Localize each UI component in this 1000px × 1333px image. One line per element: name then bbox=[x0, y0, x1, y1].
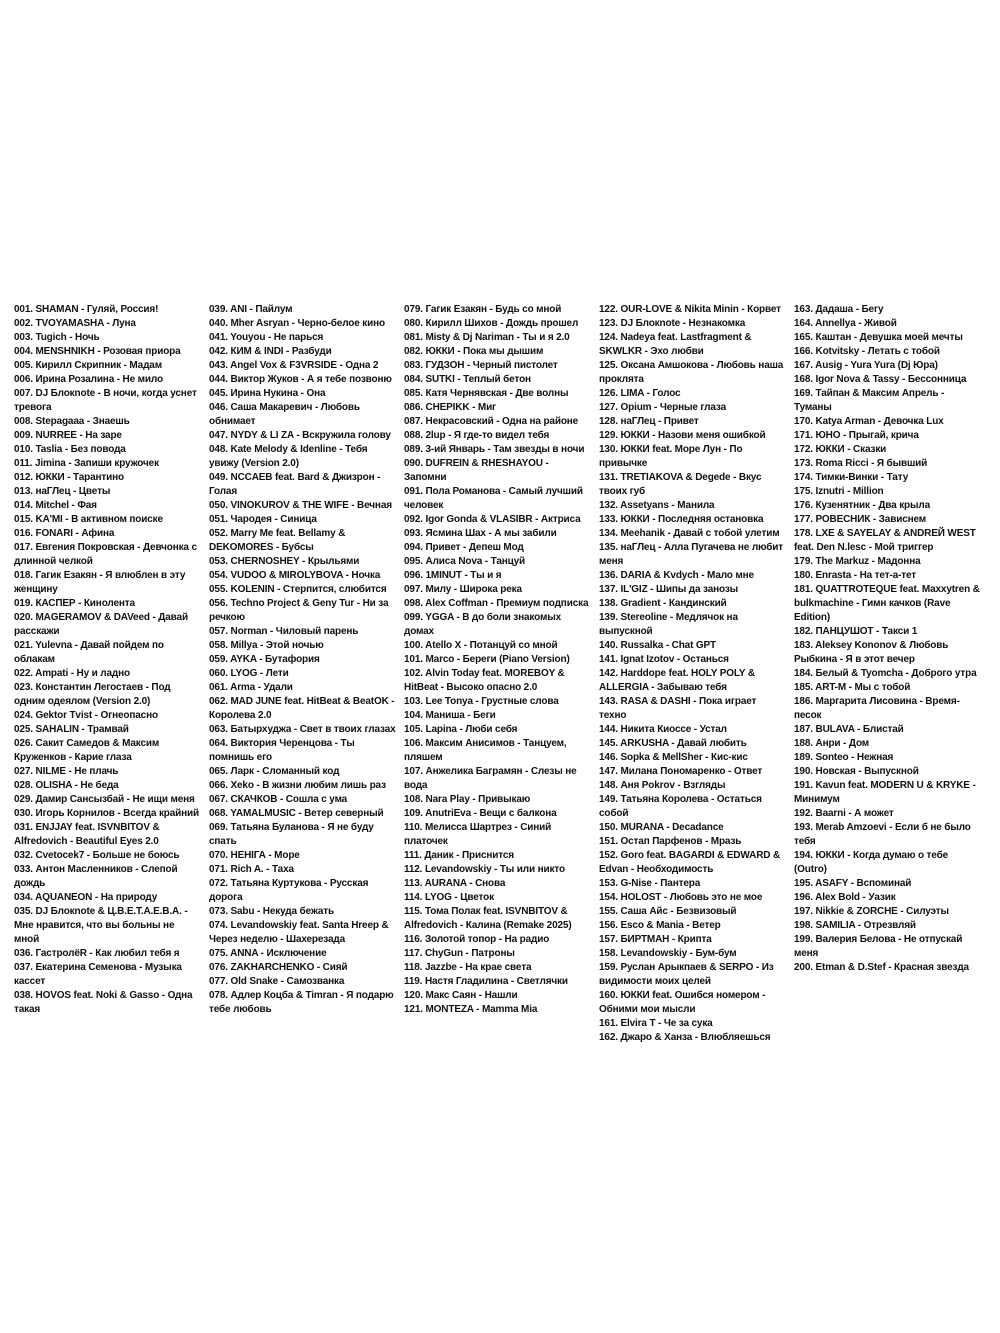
track-entry: 191. Kavun feat. MODERN U & KRYKE - Минимум bbox=[794, 780, 976, 805]
track-entry: 036. ГастролёR - Как любил тебя я bbox=[14, 948, 180, 959]
track-entry: 076. ZAKHARCHENKO - Сияй bbox=[209, 962, 348, 973]
track-entry: 114. LYOG - Цветок bbox=[404, 892, 494, 903]
track-entry: 110. Мелисса Шартрез - Синий платочек bbox=[404, 822, 552, 847]
track-entry: 154. HOLOST - Любовь это не мое bbox=[599, 892, 763, 903]
track-entry: 149. Татьяна Королева - Остаться собой bbox=[599, 794, 762, 819]
track-entry: 109. AnutriEva - Вещи с балкона bbox=[404, 808, 557, 819]
track-entry: 055. KOLENIN - Стерпится, слюбится bbox=[209, 584, 387, 595]
track-entry: 148. Аня Pokrov - Взгляды bbox=[599, 780, 726, 791]
track-entry: 096. 1MINUT - Ты и я bbox=[404, 570, 502, 581]
track-entry: 190. Новская - Выпускной bbox=[794, 766, 919, 777]
track-entry: 178. LXE & SAYELAY & ANDREЙ WEST feat. Den N.lesc - Мой триггер bbox=[794, 528, 976, 553]
track-entry: 095. Алиса Nova - Танцуй bbox=[404, 556, 526, 567]
track-entry: 165. Каштан - Девушка моей мечты bbox=[794, 332, 963, 343]
track-entry: 056. Techno Project & Geny Tur - Ни за речкою bbox=[209, 598, 389, 623]
track-entry: 144. Никита Киоссе - Устал bbox=[599, 724, 727, 735]
track-entry: 117. ChyGun - Патроны bbox=[404, 948, 515, 959]
tracklist-column-1 bbox=[14, 303, 209, 1043]
track-entry: 049. NCCAEB feat. Bard & Джизрон - Голая bbox=[209, 472, 381, 497]
track-entry: 013. наГЛец - Цветы bbox=[14, 486, 111, 497]
track-entry: 146. Sopka & MellSher - Кис-кис bbox=[599, 752, 748, 763]
track-entry: 183. Aleksey Kononov & Любовь Рыбкина - Я в этот вечер bbox=[794, 640, 949, 665]
track-entry: 159. Руслан Арыкпаев & SERPO - Из видимости моих целей bbox=[599, 962, 774, 987]
track-entry: 108. Nara Play - Привыкаю bbox=[404, 794, 531, 805]
track-entry: 120. Макс Саян - Нашли bbox=[404, 990, 518, 1001]
track-entry: 153. G-Nise - Пантера bbox=[599, 878, 701, 889]
track-entry: 113. AURANA - Снова bbox=[404, 878, 506, 889]
track-entry: 170. Katya Arman - Девочка Lux bbox=[794, 416, 944, 427]
tracklist-sheet bbox=[14, 303, 990, 1043]
track-entry: 007. DJ Блокnote - В ночи, когда уснет тревога bbox=[14, 388, 197, 413]
track-entry: 097. Милу - Широка река bbox=[404, 584, 522, 595]
track-entry: 172. ЮККИ - Сказки bbox=[794, 444, 887, 455]
track-entry: 186. Маргарита Лисовина - Время-песок bbox=[794, 696, 960, 721]
track-entry: 176. Кузенятник - Два крыла bbox=[794, 500, 931, 511]
track-entry: 171. ЮНО - Прыгай, крича bbox=[794, 430, 919, 441]
track-entry: 102. Alvin Today feat. MOREBOY & HitBeat - Высоко опасно 2.0 bbox=[404, 668, 565, 693]
track-entry: 155. Саша Айс - Безвизовый bbox=[599, 906, 737, 917]
track-entry: 022. Ampati - Ну и ладно bbox=[14, 668, 130, 679]
track-entry: 024. Gektor Tvist - Огнеопасно bbox=[14, 710, 158, 721]
track-entry: 193. Merab Amzoevi - Если б не было тебя bbox=[794, 822, 971, 847]
tracklist-column-4 bbox=[599, 303, 794, 1043]
track-entry: 160. ЮККИ feat. Ошибся номером - Обними мои мысли bbox=[599, 990, 766, 1015]
track-entry: 005. Кирилл Скрипник - Мадам bbox=[14, 360, 162, 371]
track-entry: 015. KA'MI - В активном поиске bbox=[14, 514, 163, 525]
track-entry: 057. Norman - Чиловый парень bbox=[209, 626, 359, 637]
track-entry: 081. Misty & Dj Nariman - Ты и я 2.0 bbox=[404, 332, 570, 343]
track-entry: 075. ANNA - Исключение bbox=[209, 948, 327, 959]
track-entry: 141. Ignat Izotov - Останься bbox=[599, 654, 729, 665]
track-entry: 091. Пола Романова - Самый лучший человек bbox=[404, 486, 583, 511]
track-entry: 060. LYOG - Лети bbox=[209, 668, 289, 679]
track-entry: 138. Gradient - Кандинский bbox=[599, 598, 727, 609]
track-entry: 194. ЮККИ - Когда думаю о тебе (Outro) bbox=[794, 850, 949, 875]
track-entry: 105. Lapina - Люби себя bbox=[404, 724, 518, 735]
track-entry: 092. Igor Gonda & VLASIBR - Актриса bbox=[404, 514, 581, 525]
track-entry: 115. Тома Полак feat. ISVNBITOV & Alfredovich - Калина (Remake 2025) bbox=[404, 906, 572, 931]
track-entry: 061. Arma - Удали bbox=[209, 682, 293, 693]
track-entry: 139. Stereoline - Медлячок на выпускной bbox=[599, 612, 738, 637]
track-entry: 085. Катя Чернявская - Две волны bbox=[404, 388, 569, 399]
track-entry: 094. Привет - Депеш Мод bbox=[404, 542, 524, 553]
track-entry: 068. YAMALMUSIC - Ветер северный bbox=[209, 808, 384, 819]
track-entry: 084. SUTKI - Теплый бетон bbox=[404, 374, 531, 385]
track-entry: 054. VUDOO & MIROLYBOVA - Ночка bbox=[209, 570, 381, 581]
track-entry: 073. Sabu - Некуда бежать bbox=[209, 906, 335, 917]
track-entry: 039. ANI - Пайлум bbox=[209, 304, 293, 315]
track-entry: 021. Yulevna - Давай пойдем по облакам bbox=[14, 640, 164, 665]
track-entry: 079. Гагик Езакян - Будь со мной bbox=[404, 304, 562, 315]
track-entry: 047. NYDY & LI ZA - Вскружила голову bbox=[209, 430, 391, 441]
track-entry: 126. LIMA - Голос bbox=[599, 388, 681, 399]
track-entry: 088. 2lup - Я где-то видел тебя bbox=[404, 430, 550, 441]
track-entry: 050. VINOKUROV & THE WIFE - Вечная bbox=[209, 500, 392, 511]
track-entry: 041. Youyou - Не парься bbox=[209, 332, 324, 343]
track-entry: 030. Игорь Корнилов - Всегда крайний bbox=[14, 808, 200, 819]
track-entry: 065. Ларк - Сломанный код bbox=[209, 766, 340, 777]
track-entry: 136. DARIA & Kvdych - Мало мне bbox=[599, 570, 754, 581]
track-entry: 018. Гагик Езакян - Я влюблен в эту женщину bbox=[14, 570, 186, 595]
track-entry: 104. Маниша - Беги bbox=[404, 710, 496, 721]
track-entry: 051. Чародея - Синица bbox=[209, 514, 317, 525]
track-entry: 066. Xeko - В жизни любим лишь раз bbox=[209, 780, 386, 791]
track-entry: 187. BULAVA - Блистай bbox=[794, 724, 904, 735]
track-entry: 033. Антон Масленников - Слепой дождь bbox=[14, 864, 178, 889]
track-entry: 167. Ausig - Yura Yura (Dj Юра) bbox=[794, 360, 938, 371]
track-entry: 189. Sonteo - Нежная bbox=[794, 752, 894, 763]
track-entry: 035. DJ Блокnote & Ц.В.Е.Т.А.Е.В.А. - Мне нравится, что вы больны не мной bbox=[14, 906, 188, 945]
track-entry: 132. Assetyans - Манила bbox=[599, 500, 715, 511]
track-entry: 157. БИРТМАН - Крипта bbox=[599, 934, 712, 945]
track-entry: 121. MONTEZA - Mamma Mia bbox=[404, 1004, 538, 1015]
track-entry: 019. КАСПЕР - Кинолента bbox=[14, 598, 135, 609]
track-entry: 074. Levandowskiy feat. Santa Hreep & Через неделю - Шахерезада bbox=[209, 920, 389, 945]
track-entry: 046. Саша Макаревич - Любовь обнимает bbox=[209, 402, 360, 427]
track-entry: 028. OLISHA - Не беда bbox=[14, 780, 119, 791]
track-entry: 052. Marry Me feat. Bellamy & DEKOMORES - Бубсы bbox=[209, 528, 346, 553]
track-entry: 134. Meehanik - Давай с тобой улетим bbox=[599, 528, 780, 539]
track-entry: 116. Золотой топор - На радио bbox=[404, 934, 550, 945]
track-entry: 166. Kotvitsky - Летать с тобой bbox=[794, 346, 940, 357]
track-entry: 119. Настя Гладилина - Светлячки bbox=[404, 976, 568, 987]
track-entry: 161. Elvira T - Че за сука bbox=[599, 1018, 713, 1029]
track-entry: 179. The Markuz - Мадонна bbox=[794, 556, 921, 567]
track-entry: 040. Mher Asryan - Черно-белое кино bbox=[209, 318, 385, 329]
track-entry: 192. Baarni - А может bbox=[794, 808, 894, 819]
track-entry: 162. Джаро & Ханза - Влюбляешься bbox=[599, 1032, 771, 1043]
track-entry: 083. ГУДЗОН - Черный пистолет bbox=[404, 360, 558, 371]
track-entry: 048. Kate Melody & Idenline - Тебя увижу (Version 2.0) bbox=[209, 444, 368, 469]
track-entry: 082. ЮККИ - Пока мы дышим bbox=[404, 346, 544, 357]
track-entry: 128. наГЛец - Привет bbox=[599, 416, 699, 427]
track-entry: 089. 3-ий Январь - Там звезды в ночи bbox=[404, 444, 585, 455]
track-entry: 174. Тимки-Винки - Тату bbox=[794, 472, 909, 483]
track-entry: 100. Atello X - Потанцуй со мной bbox=[404, 640, 558, 651]
track-entry: 014. Mitchel - Фая bbox=[14, 500, 97, 511]
track-entry: 043. Angel Vox & F3VRSIDE - Одна 2 bbox=[209, 360, 379, 371]
track-entry: 188. Анри - Дом bbox=[794, 738, 870, 749]
track-entry: 009. NURREE - На заре bbox=[14, 430, 122, 441]
track-entry: 198. SAMILIA - Отрезвляй bbox=[794, 920, 916, 931]
track-entry: 062. MAD JUNE feat. HitBeat & BeatOK - Королева 2.0 bbox=[209, 696, 395, 721]
track-entry: 004. MENSHNIKH - Розовая приора bbox=[14, 346, 181, 357]
track-entry: 135. наГЛец - Алла Пугачева не любит меня bbox=[599, 542, 784, 567]
track-entry: 077. Old Snake - Самозванка bbox=[209, 976, 345, 987]
track-entry: 011. Jimina - Запиши кружочек bbox=[14, 458, 159, 469]
track-entry: 006. Ирина Розалина - Не мило bbox=[14, 374, 163, 385]
track-entry: 200. Etman & D.Stef - Красная звезда bbox=[794, 962, 969, 973]
track-entry: 156. Esco & Mania - Ветер bbox=[599, 920, 721, 931]
track-entry: 185. ART-M - Мы с тобой bbox=[794, 682, 911, 693]
track-entry: 151. Остап Парфенов - Мразь bbox=[599, 836, 742, 847]
track-entry: 150. MURANA - Decadance bbox=[599, 822, 724, 833]
track-entry: 107. Анжелика Баграмян - Слезы не вода bbox=[404, 766, 577, 791]
track-entry: 142. Harddope feat. HOLY POLY & ALLERGIA - Забываю тебя bbox=[599, 668, 755, 693]
track-entry: 080. Кирилл Шихов - Дождь прошел bbox=[404, 318, 579, 329]
track-entry: 020. MAGERAMOV & DAVeed - Давай расскажи bbox=[14, 612, 188, 637]
tracklist-column-3 bbox=[404, 303, 599, 1043]
track-entry: 029. Дамир Сансызбай - Не ищи меня bbox=[14, 794, 195, 805]
track-entry: 086. CHEPIKK - Миг bbox=[404, 402, 497, 413]
track-entry: 195. ASAFY - Вспоминай bbox=[794, 878, 912, 889]
track-entry: 067. СКАЧКОВ - Сошла с ума bbox=[209, 794, 348, 805]
track-entry: 037. Екатерина Семенова - Музыка кассет bbox=[14, 962, 182, 987]
track-entry: 137. IL'GIZ - Шипы да занозы bbox=[599, 584, 739, 595]
track-entry: 164. Annellya - Живой bbox=[794, 318, 897, 329]
track-entry: 147. Милана Пономаренко - Ответ bbox=[599, 766, 763, 777]
track-entry: 010. Taslia - Без повода bbox=[14, 444, 126, 455]
track-entry: 169. Тайпан & Максим Апрель - Туманы bbox=[794, 388, 945, 413]
track-entry: 118. Jazzbe - На крае света bbox=[404, 962, 532, 973]
track-entry: 123. DJ Блокnote - Незнакомка bbox=[599, 318, 746, 329]
track-entry: 023. Константин Легостаев - Под одним одеялом (Version 2.0) bbox=[14, 682, 171, 707]
track-entry: 173. Roma Ricci - Я бывший bbox=[794, 458, 928, 469]
track-entry: 058. Millya - Этой ночью bbox=[209, 640, 324, 651]
track-entry: 017. Евгения Покровская - Девчонка с длинной челкой bbox=[14, 542, 197, 567]
track-entry: 158. Levandowskiy - Бум-бум bbox=[599, 948, 737, 959]
track-entry: 133. ЮККИ - Последняя остановка bbox=[599, 514, 764, 525]
track-entry: 099. YGGA - В до боли знакомых домах bbox=[404, 612, 561, 637]
track-entry: 003. Tugich - Ночь bbox=[14, 332, 100, 343]
track-entry: 168. Igor Nova & Tassy - Бессонница bbox=[794, 374, 967, 385]
track-entry: 026. Сакит Самедов & Максим Круженков - Карие глаза bbox=[14, 738, 160, 763]
track-entry: 129. ЮККИ - Назови меня ошибкой bbox=[599, 430, 766, 441]
track-entry: 197. Nikkie & ZORCHE - Силуэты bbox=[794, 906, 949, 917]
track-entry: 025. SAHALIN - Трамвай bbox=[14, 724, 129, 735]
track-entry: 184. Белый & Tyomcha - Доброго утра bbox=[794, 668, 977, 679]
track-entry: 131. TRETIAKOVA & Degede - Вкус твоих губ bbox=[599, 472, 762, 497]
track-entry: 072. Татьяна Куртукова - Русская дорога bbox=[209, 878, 369, 903]
track-entry: 008. Stepagaaa - Знаешь bbox=[14, 416, 130, 427]
track-entry: 064. Виктория Черенцова - Ты помнишь его bbox=[209, 738, 355, 763]
track-entry: 002. TVOYAMASHA - Луна bbox=[14, 318, 136, 329]
track-entry: 106. Максим Анисимов - Танцуем, пляшем bbox=[404, 738, 567, 763]
track-entry: 034. AQUANEON - На природу bbox=[14, 892, 158, 903]
track-entry: 093. Ясмина Шах - А мы забили bbox=[404, 528, 557, 539]
track-entry: 103. Lee Tonya - Грустные слова bbox=[404, 696, 559, 707]
track-entry: 071. Rich A. - Таха bbox=[209, 864, 294, 875]
track-entry: 130. ЮККИ feat. Море Лун - По привычке bbox=[599, 444, 743, 469]
track-entry: 112. Levandowskiy - Ты или никто bbox=[404, 864, 565, 875]
track-entry: 045. Ирина Нукина - Она bbox=[209, 388, 326, 399]
track-entry: 070. НЕНIГА - Море bbox=[209, 850, 300, 861]
track-entry: 032. Cvetocek7 - Больше не боюсь bbox=[14, 850, 180, 861]
track-entry: 031. ENJJAY feat. ISVNBITOV & Alfredovich - Beautiful Eyes 2.0 bbox=[14, 822, 160, 847]
track-entry: 044. Виктор Жуков - А я тебе позвоню bbox=[209, 374, 392, 385]
track-entry: 143. RASA & DASHI - Пока играет техно bbox=[599, 696, 757, 721]
track-entry: 087. Некрасовский - Одна на районе bbox=[404, 416, 579, 427]
track-entry: 163. Дадаша - Бегу bbox=[794, 304, 884, 315]
track-entry: 111. Даник - Приснится bbox=[404, 850, 514, 861]
track-entry: 177. РОВЕСНИК - Зависнем bbox=[794, 514, 927, 525]
track-entry: 196. Alex Bold - Уазик bbox=[794, 892, 896, 903]
track-entry: 098. Alex Coffman - Премиум подписка bbox=[404, 598, 589, 609]
track-entry: 016. FONARI - Афина bbox=[14, 528, 115, 539]
track-entry: 124. Nadeya feat. Lastfragment & SKWLKR - Эхо любви bbox=[599, 332, 752, 357]
track-entry: 101. Marco - Береги (Piano Version) bbox=[404, 654, 570, 665]
track-entry: 180. Enrasta - На тет-а-тет bbox=[794, 570, 916, 581]
track-entry: 181. QUATTROTEQUE feat. Maxxytren & bulkmachine - Гимн качков (Rave Edition) bbox=[794, 584, 980, 623]
track-entry: 001. SHAMAN - Гуляй, Россия! bbox=[14, 304, 159, 315]
track-entry: 182. ПАНЦУШОТ - Такси 1 bbox=[794, 626, 918, 637]
track-entry: 140. Russalka - Chat GPT bbox=[599, 640, 717, 651]
track-entry: 078. Адлер Коцба & Timran - Я подарю тебе любовь bbox=[209, 990, 394, 1015]
tracklist-column-2 bbox=[209, 303, 404, 1043]
track-entry: 125. Оксана Амшокова - Любовь наша проклята bbox=[599, 360, 784, 385]
track-entry: 145. ARKUSHA - Давай любить bbox=[599, 738, 747, 749]
track-entry: 122. OUR-LOVE & Nikita Minin - Корвет bbox=[599, 304, 781, 315]
track-entry: 042. КИМ & INDI - Разбуди bbox=[209, 346, 332, 357]
track-entry: 012. ЮККИ - Тарантино bbox=[14, 472, 125, 483]
track-entry: 152. Goro feat. BAGARDI & EDWARD & Edvan - Необходимость bbox=[599, 850, 781, 875]
track-entry: 038. HOVOS feat. Noki & Gasso - Одна такая bbox=[14, 990, 193, 1015]
track-entry: 059. AYKA - Бутафория bbox=[209, 654, 320, 665]
track-entry: 069. Татьяна Буланова - Я не буду спать bbox=[209, 822, 374, 847]
track-entry: 027. NILME - Не плачь bbox=[14, 766, 119, 777]
track-entry: 175. Iznutri - Million bbox=[794, 486, 884, 497]
tracklist-column-5 bbox=[794, 303, 989, 1043]
track-entry: 090. DUFREIN & RHESHAYOU - Запомни bbox=[404, 458, 549, 483]
track-entry: 063. Батырхуджа - Свет в твоих глазах bbox=[209, 724, 396, 735]
track-entry: 199. Валерия Белова - Не отпускай меня bbox=[794, 934, 963, 959]
track-entry: 053. CHERNOSHEY - Крыльями bbox=[209, 556, 360, 567]
track-entry: 127. Opium - Черные глаза bbox=[599, 402, 727, 413]
